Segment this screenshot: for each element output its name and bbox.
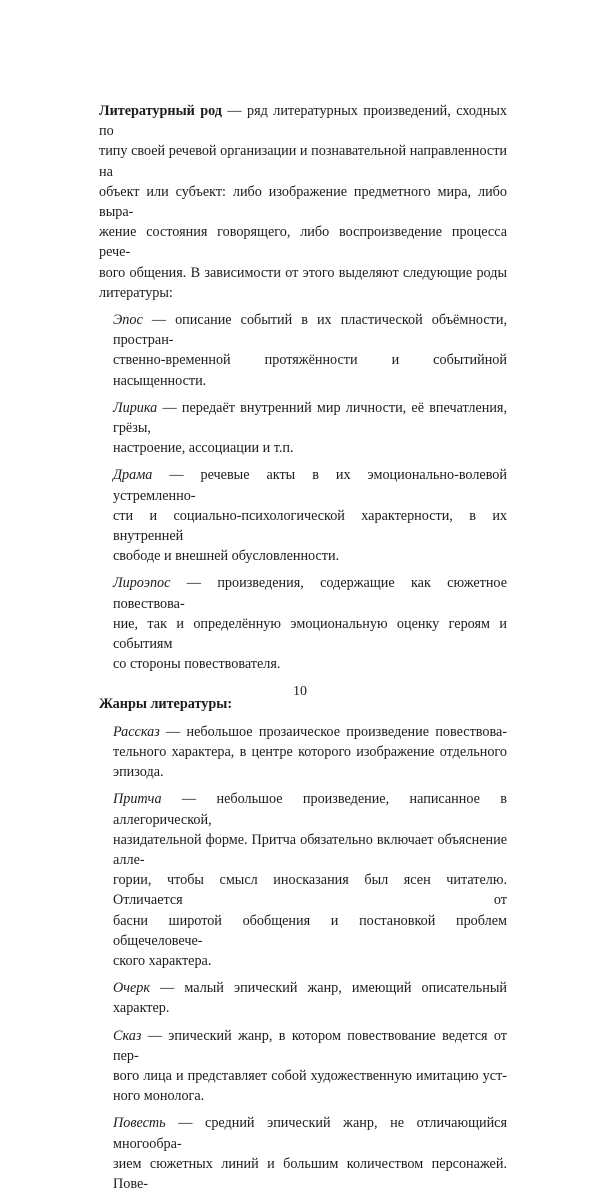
intro-line-1 <box>99 101 507 141</box>
genre-text: — небольшое прозаическое произведение повествова- <box>159 723 507 740</box>
genre-line: тельного характера, в центре которого изображение отдельного <box>113 743 507 760</box>
kind-item <box>113 398 507 459</box>
genre-line: гории, чтобы смысл иносказания был ясен читателю. Отличается от <box>113 872 507 909</box>
intro-text-1: — ряд литературных произведений, сходных по <box>99 103 507 140</box>
kind-term: Эпос <box>113 312 143 329</box>
genre-text: — эпический жанр, в котором повествование ведется от пер- <box>113 1027 507 1064</box>
intro-line-5: вого общения. В зависимости от этого выделяют следующие роды <box>99 264 507 281</box>
literary-kinds-list <box>99 310 507 674</box>
genre-item <box>113 1026 507 1107</box>
genre-term: Повесть <box>113 1115 166 1132</box>
genres-list <box>99 722 507 1194</box>
genre-line <box>113 978 507 1018</box>
kind-term: Лирика <box>113 399 158 416</box>
term-literary-kind: Литературный род <box>99 103 222 119</box>
kind-line <box>113 465 507 505</box>
kind-line: сти и социально-психологической характерности, в их внутренней <box>113 507 507 545</box>
genre-line: эпизода. <box>113 764 164 781</box>
genre-line <box>113 722 507 742</box>
genre-line <box>113 789 507 829</box>
genres-heading: Жанры литературы: <box>99 696 233 713</box>
genre-line <box>113 1113 507 1153</box>
genre-item <box>113 978 507 1018</box>
genre-text: — небольшое произведение, написанное в аллегорической, <box>113 791 507 828</box>
intro-line-3: объект или субъект: либо изображение предметного мира, либо выра- <box>99 183 507 221</box>
kind-line: настроение, ассоциации и т.п. <box>113 440 294 457</box>
kind-line <box>113 310 507 350</box>
genre-term: Рассказ <box>113 723 160 740</box>
genre-term: Сказ <box>113 1027 142 1044</box>
kind-item <box>113 465 507 566</box>
kind-line <box>113 573 507 613</box>
genre-line: ного монолога. <box>113 1088 205 1105</box>
kind-line: со стороны повествователя. <box>113 656 281 673</box>
genre-line: басни широтой обобщения и постановкой проблем общечеловече- <box>113 912 507 949</box>
literary-kind-definition <box>99 101 507 303</box>
kind-term: Драма <box>113 467 153 484</box>
genre-text: — малый эпический жанр, имеющий описательный характер. <box>113 980 507 1017</box>
genre-line: ского характера. <box>113 952 212 969</box>
genre-line: вого лица и представляет собой художественную имитацию уст- <box>113 1067 507 1084</box>
kind-item <box>113 310 507 391</box>
kind-text: — произведения, содержащие как сюжетное повествова- <box>113 575 507 612</box>
kind-term: Лироэпос <box>113 575 171 592</box>
genre-line: зием сюжетных линий и большим количеством персонажей. Пове- <box>113 1155 507 1192</box>
genre-term: Притча <box>113 791 162 808</box>
intro-line-6: литературы: <box>99 284 173 301</box>
intro-line-4: жение состояния говорящего, либо воспроизведение процесса рече- <box>99 224 507 261</box>
kind-line: свободе и внешней обусловленности. <box>113 548 340 565</box>
genre-term: Очерк <box>113 980 151 997</box>
page-number: 10 <box>293 684 307 699</box>
page-content <box>99 101 507 1194</box>
intro-line-2: типу своей речевой организации и познавательной направленности на <box>99 143 507 180</box>
genre-text: — средний эпический жанр, не отличающийся многообра- <box>113 1115 507 1152</box>
genre-item <box>113 722 507 783</box>
kind-text: — передаёт внутренний мир личности, её впечатления, грёзы, <box>113 399 507 437</box>
kind-line: ственно-временной протяжённости и событийной насыщенности. <box>113 352 507 389</box>
kind-item <box>113 573 507 674</box>
genre-line: назидательной форме. Притча обязательно включает объяснение алле- <box>113 831 507 868</box>
kind-text: — описание событий в их пластической объёмности, простран- <box>113 312 507 349</box>
genre-item <box>113 1113 507 1194</box>
kind-line <box>113 398 507 438</box>
genre-line <box>113 1026 507 1066</box>
kind-line: ние, так и определённую эмоциональную оценку героям и событиям <box>113 615 507 653</box>
genre-item <box>113 789 507 971</box>
kind-text: — речевые акты в их эмоционально-волевой устремленно- <box>113 467 507 504</box>
